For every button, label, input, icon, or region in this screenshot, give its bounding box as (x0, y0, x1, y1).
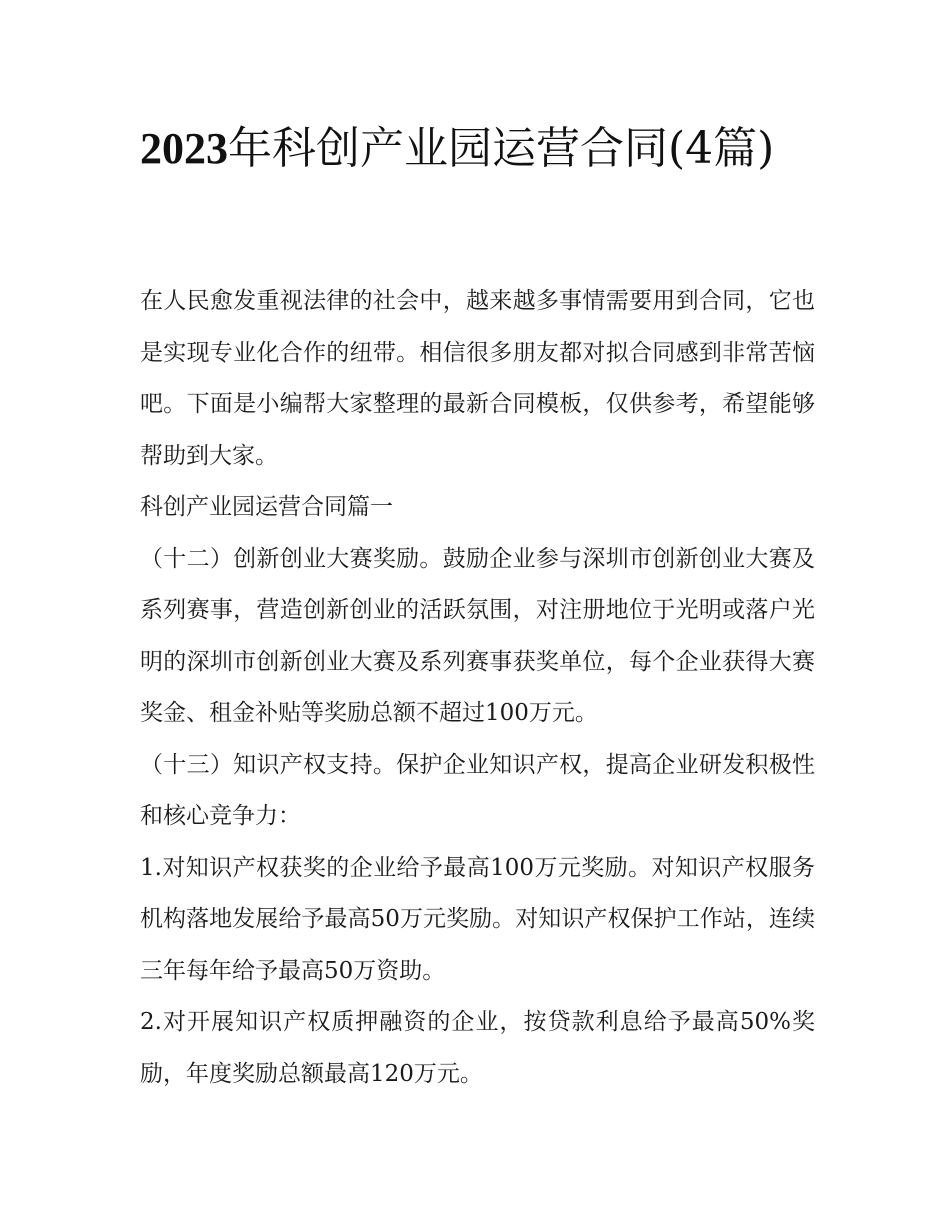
title-year: 2023 (140, 124, 228, 173)
clause-paragraph: （十二）创新创业大赛奖励。鼓励企业参与深圳市创新创业大赛及系列赛事，营造创新创业的活跃氛围，对注册地位于光明或落户光明的深圳市创新创业大赛及系列赛事获奖单位，每个企业获得大赛奖金、租金补贴等奖励总额不超过100万元。 (140, 545, 815, 726)
document-body (140, 276, 815, 1100)
title-text: 年科创产业园运营合同(4篇) (228, 123, 775, 174)
section-heading: 科创产业园运营合同篇一 (140, 494, 393, 520)
list-item: 1.对知识产权获奖的企业给予最高100万元奖励。对知识产权服务机构落地发展给予最高50万元奖励。对知识产权保护工作站，连续三年每年给予最高50万资助。 (140, 854, 815, 984)
list-item: 2.对开展知识产权质押融资的企业，按贷款利息给予最高50%奖励，年度奖励总额最高120万元。 (140, 1009, 815, 1087)
document-title (140, 120, 820, 178)
intro-paragraph: 在人民愈发重视法律的社会中，越来越多事情需要用到合同，它也是实现专业化合作的纽带。相信很多朋友都对拟合同感到非常苦恼吧。下面是小编帮大家整理的最新合同模板，仅供参考，希望能够帮助到大家。 (140, 288, 815, 469)
clause-paragraph: （十三）知识产权支持。保护企业知识产权，提高企业研发积极性和核心竞争力： (140, 751, 815, 829)
